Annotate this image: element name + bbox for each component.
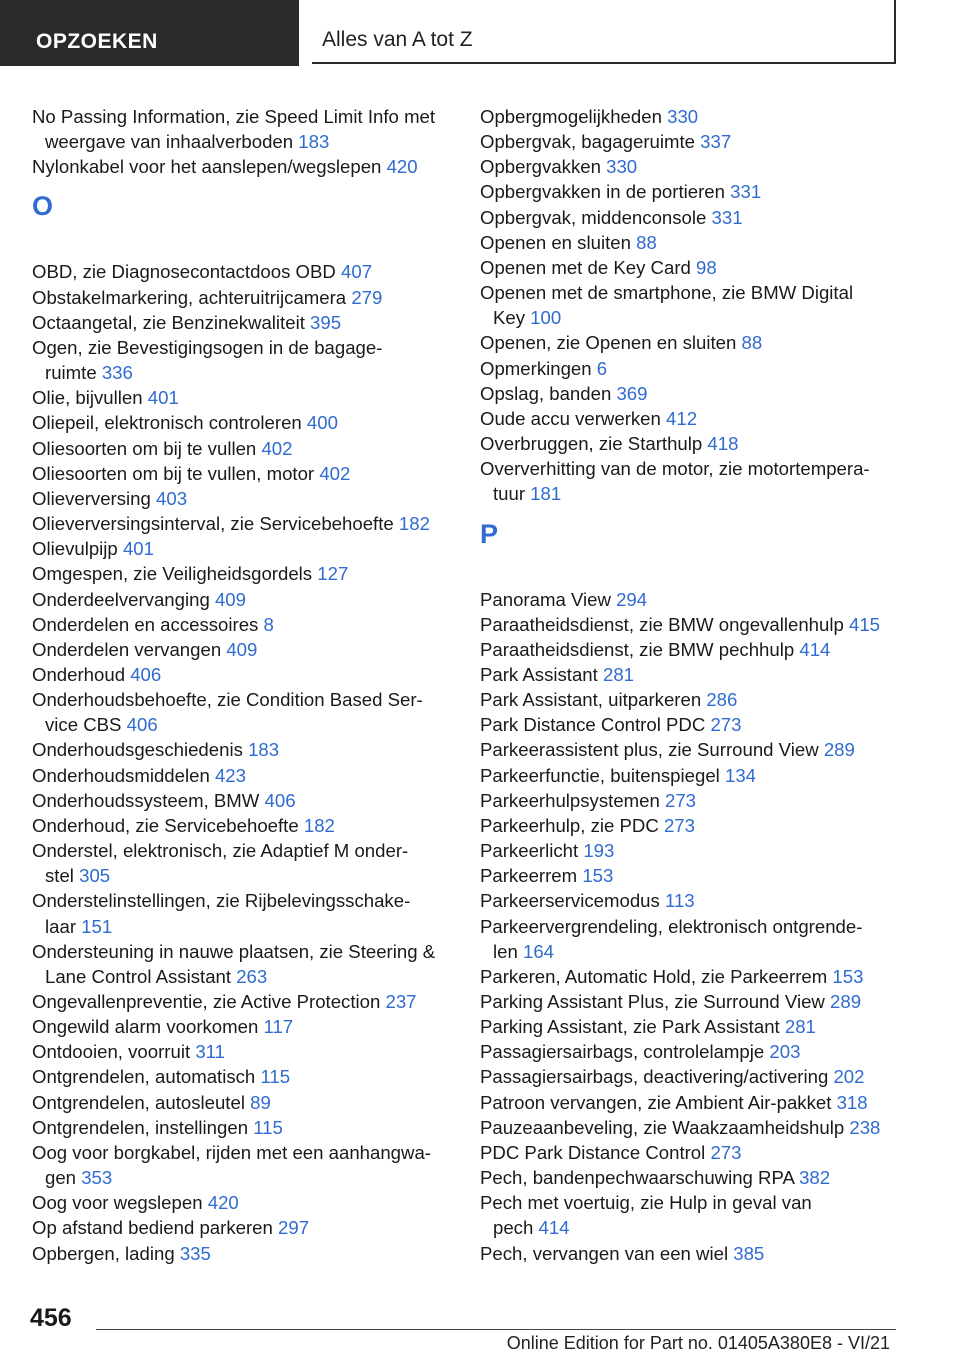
page-link[interactable]: 415 <box>849 613 881 635</box>
page-link[interactable]: 402 <box>319 462 351 484</box>
entry-text: Opbergvakken in de portieren <box>480 181 725 203</box>
index-entry <box>32 1039 462 1064</box>
page-link[interactable]: 263 <box>236 965 268 987</box>
index-entry <box>32 989 462 1014</box>
entry-text: Onderdelen en accessoires <box>32 613 259 635</box>
page-link[interactable]: 401 <box>122 538 154 560</box>
index-entry <box>32 662 462 687</box>
index-entry <box>32 385 462 410</box>
entry-text: Olievulpijp <box>32 538 118 560</box>
entry-text: Parkeren, Automatic Hold, zie Parkeerrem <box>480 965 828 987</box>
page-link[interactable]: 281 <box>602 663 635 685</box>
page-link[interactable]: 406 <box>130 663 162 685</box>
index-entry <box>480 255 920 280</box>
entry-text: Opbergvak, middenconsole <box>480 206 707 228</box>
index-entry <box>32 1064 462 1089</box>
index-entry <box>32 1140 462 1190</box>
page-link[interactable]: 281 <box>784 1016 816 1038</box>
page-link[interactable]: 273 <box>665 789 697 811</box>
index-entry <box>32 939 462 989</box>
page-link[interactable]: 420 <box>207 1192 239 1214</box>
entry-text: Op afstand bediend parkeren <box>32 1217 273 1239</box>
entry-text: stel <box>45 865 74 887</box>
index-entry <box>480 964 920 989</box>
entry-text: Openen met de smartphone, zie BMW Digital <box>480 282 854 304</box>
index-entry <box>480 1165 920 1190</box>
page-link[interactable]: 400 <box>306 412 338 434</box>
entry-text: pech <box>493 1217 534 1239</box>
entry-text: No Passing Information, zie Speed Limit Info met <box>32 106 436 127</box>
index-entry <box>480 1190 920 1240</box>
entry-text: Ondersteuning in nauwe plaatsen, zie Steering & <box>32 940 436 962</box>
page-link[interactable]: 151 <box>81 915 113 937</box>
index-entry <box>480 406 920 431</box>
entry-text: len <box>493 940 518 962</box>
entry-text: Olieverversingsinterval, zie Servicebehoefte <box>32 513 394 535</box>
page-link[interactable]: 113 <box>664 890 695 912</box>
entry-text: PDC Park Distance Control <box>480 1141 706 1163</box>
entry-text: Onderhoudsbehoefte, zie Condition Based Ser- <box>32 689 423 711</box>
index-entry <box>480 456 920 506</box>
page-link[interactable]: 420 <box>386 156 418 178</box>
entry-text: Passagiersairbags, deactivering/activering <box>480 1066 829 1088</box>
index-entry <box>480 737 920 762</box>
entry-text: Key <box>493 307 526 329</box>
entry-text: ruimte <box>45 362 97 384</box>
page-link[interactable]: 88 <box>741 332 763 354</box>
entry-text: Parkeerlicht <box>480 840 579 862</box>
page-link[interactable]: 330 <box>606 156 638 178</box>
index-entry <box>480 230 920 255</box>
index-entry <box>480 154 920 179</box>
page-link[interactable]: 401 <box>147 387 179 409</box>
page-link[interactable]: 406 <box>264 789 296 811</box>
entry-text: Onderhoudsgeschiedenis <box>32 739 243 761</box>
index-entry <box>32 763 462 788</box>
entry-text: Olie, bijvullen <box>32 387 143 409</box>
entry-text: Opbergen, lading <box>32 1242 175 1264</box>
index-entry <box>480 712 920 737</box>
page-link[interactable]: 412 <box>666 407 698 429</box>
entry-text: Oliesoorten om bij te vullen, motor <box>32 462 315 484</box>
page-link[interactable]: 8 <box>263 613 274 635</box>
entry-text: laar <box>45 915 77 937</box>
entry-text: Ontdooien, voorruit <box>32 1041 191 1063</box>
entry-text: Parkeervergrendeling, elektronisch ontgrende- <box>480 915 863 937</box>
page-link[interactable]: 409 <box>214 588 246 610</box>
page-link[interactable]: 331 <box>730 181 762 203</box>
index-entry <box>480 838 920 863</box>
index-entry <box>480 612 920 637</box>
index-entry <box>32 486 462 511</box>
entry-text: Opbergmogelijkheden <box>480 106 662 127</box>
page-link[interactable]: 164 <box>523 940 555 962</box>
index-entry <box>480 587 920 612</box>
index-entry <box>480 330 920 355</box>
entry-text: Opslag, banden <box>480 382 612 404</box>
entry-text: Pech, vervangen van een wiel <box>480 1242 729 1264</box>
index-entry <box>32 1115 462 1140</box>
page-link[interactable]: 395 <box>310 311 342 333</box>
entry-text: Onderhoudssysteem, BMW <box>32 789 260 811</box>
index-column-right <box>480 104 920 1266</box>
page-link[interactable]: 318 <box>836 1091 868 1113</box>
page-link[interactable]: 273 <box>663 814 695 836</box>
entry-text: Parking Assistant, zie Park Assistant <box>480 1016 780 1038</box>
page-link[interactable]: 414 <box>799 638 831 660</box>
index-entry <box>480 1064 920 1089</box>
page-link[interactable]: 183 <box>248 739 280 761</box>
entry-text: Oude accu verwerken <box>480 407 661 429</box>
entry-text: Pech met voertuig, zie Hulp in geval van <box>480 1192 812 1214</box>
index-entry <box>32 838 462 888</box>
page-link[interactable]: 409 <box>226 638 258 660</box>
page-link[interactable]: 297 <box>278 1217 310 1239</box>
index-entry <box>32 1190 462 1215</box>
index-column-left <box>32 104 462 1266</box>
page-link[interactable]: 382 <box>799 1167 831 1189</box>
entry-text: Oliepeil, elektronisch controleren <box>32 412 302 434</box>
footer-divider <box>96 1329 896 1330</box>
entry-text: Opbergvak, bagageruimte <box>480 131 695 153</box>
entry-text: Ongevallenpreventie, zie Active Protection <box>32 991 381 1012</box>
page-header <box>0 0 960 66</box>
index-entry <box>32 436 462 461</box>
entry-text: Parkeerfunctie, buitenspiegel <box>480 764 720 786</box>
index-entry <box>480 1090 920 1115</box>
entry-text: Nylonkabel voor het aanslepen/wegslepen <box>32 156 382 178</box>
page-link[interactable]: 273 <box>710 1141 742 1163</box>
page-link[interactable]: 6 <box>596 357 608 379</box>
index-entry <box>32 788 462 813</box>
entry-text: Openen, zie Openen en sluiten <box>480 332 737 354</box>
entry-text: Openen en sluiten <box>480 231 631 253</box>
index-entry <box>32 285 462 310</box>
entry-text: Pauzeaanbeveling, zie Waakzaamheidshulp <box>480 1116 845 1138</box>
index-entry <box>32 1090 462 1115</box>
index-entry <box>480 129 920 154</box>
index-entry <box>480 763 920 788</box>
index-entry <box>480 788 920 813</box>
entry-text: Oliesoorten om bij te vullen <box>32 437 257 459</box>
entry-text: Onderdeelvervanging <box>32 588 210 610</box>
page-link[interactable]: 289 <box>823 739 855 761</box>
index-letter-heading: P <box>480 518 499 549</box>
index-entry <box>32 1014 462 1039</box>
page-link[interactable]: 238 <box>849 1116 881 1138</box>
index-entry <box>480 637 920 662</box>
section-tab: OPZOEKEN <box>0 0 299 66</box>
index-entry <box>480 914 920 964</box>
page-link[interactable]: 337 <box>700 131 732 153</box>
page-link[interactable]: 193 <box>583 840 615 862</box>
index-entry <box>480 381 920 406</box>
entry-text: vice CBS <box>45 714 122 736</box>
entry-text: Ongewild alarm voorkomen <box>32 1016 259 1038</box>
index-letter-heading: O <box>32 191 54 222</box>
entry-text: Park Assistant <box>480 663 598 685</box>
page-link[interactable]: 289 <box>830 991 862 1012</box>
page-link[interactable]: 273 <box>710 714 742 736</box>
page-number: 456 <box>30 1304 72 1332</box>
edition-info: Online Edition for Part no. 01405A380E8 - VI/21 <box>506 1333 890 1353</box>
entry-text: Onderhoud, zie Servicebehoefte <box>32 814 299 836</box>
page-link[interactable]: 182 <box>303 814 335 836</box>
page-link[interactable]: 335 <box>179 1242 211 1264</box>
index-entry <box>480 179 920 204</box>
page-link[interactable]: 127 <box>317 563 349 585</box>
index-entry <box>32 637 462 662</box>
entry-text: Overbruggen, zie Starthulp <box>480 433 703 455</box>
entry-text: Lane Control Assistant <box>45 965 232 987</box>
index-entry <box>32 737 462 762</box>
entry-text: Panorama View <box>480 588 611 610</box>
entry-text: tuur <box>493 483 526 505</box>
page-link[interactable]: 423 <box>214 764 246 786</box>
page-link[interactable]: 353 <box>81 1167 113 1189</box>
index-entry <box>480 863 920 888</box>
index-entry <box>32 561 462 586</box>
index-entry <box>480 1039 920 1064</box>
entry-text: OBD, zie Diagnosecontactdoos OBD <box>32 261 336 283</box>
page-link[interactable]: 98 <box>696 256 717 278</box>
entry-text: Ogen, zie Bevestigingsogen in de bagage- <box>32 336 383 358</box>
page-link[interactable]: 100 <box>530 307 562 329</box>
index-entry <box>480 356 920 381</box>
entry-text: Oververhitting van de motor, zie motortempera- <box>480 458 870 480</box>
index-entry <box>480 280 920 330</box>
entry-text: Opmerkingen <box>480 357 592 379</box>
page-link[interactable]: 202 <box>833 1066 865 1088</box>
page-link[interactable]: 330 <box>667 106 699 127</box>
page-link[interactable]: 153 <box>832 965 864 987</box>
entry-text: Parkeerrem <box>480 865 578 887</box>
entry-text: Onderstelinstellingen, zie Rijbelevingsschake- <box>32 890 411 912</box>
index-entry <box>32 1215 462 1240</box>
index-entry <box>32 335 462 385</box>
index-entry <box>32 410 462 435</box>
entry-text: Onderdelen vervangen <box>32 638 222 660</box>
page-link[interactable]: 286 <box>706 689 738 711</box>
entry-text: Onderstel, elektronisch, zie Adaptief M onder- <box>32 840 409 862</box>
index-entry <box>32 612 462 637</box>
page-link[interactable]: 369 <box>616 382 648 404</box>
page-link[interactable]: 134 <box>724 764 757 786</box>
index-entry <box>32 104 462 154</box>
entry-text: Park Assistant, uitparkeren <box>480 689 702 711</box>
entry-text: Pech, bandenpechwaarschuwing RPA <box>480 1167 794 1189</box>
index-entry <box>480 1140 920 1165</box>
entry-text: Parkeerhulpsystemen <box>480 789 660 811</box>
index-entry <box>32 687 462 737</box>
index-entry <box>32 1241 462 1266</box>
index-entry <box>32 536 462 561</box>
entry-text: Obstakelmarkering, achteruitrijcamera <box>32 286 347 308</box>
page-link[interactable]: 117 <box>263 1016 294 1038</box>
index-entry <box>480 1014 920 1039</box>
page-link[interactable]: 418 <box>707 433 739 455</box>
index-entry <box>480 662 920 687</box>
chapter-title: Alles van A tot Z <box>312 0 896 64</box>
index-entry <box>32 259 462 284</box>
index-entry <box>480 687 920 712</box>
page-link[interactable]: 115 <box>253 1116 283 1138</box>
index-entry <box>32 587 462 612</box>
entry-text: gen <box>45 1167 77 1189</box>
page-link[interactable]: 153 <box>582 865 614 887</box>
entry-text: Parkeerassistent plus, zie Surround View <box>480 739 819 761</box>
index-entry <box>32 461 462 486</box>
page-link[interactable]: 331 <box>711 206 743 228</box>
page-link[interactable]: 385 <box>733 1242 765 1264</box>
entry-text: Ontgrendelen, autosleutel <box>32 1091 245 1113</box>
page-link[interactable]: 406 <box>126 714 158 736</box>
page-link[interactable]: 402 <box>261 437 293 459</box>
entry-text: Olieverversing <box>32 487 151 509</box>
index-entry <box>32 154 462 179</box>
page-link[interactable]: 294 <box>616 588 648 610</box>
index-entry <box>480 989 920 1014</box>
index-entry <box>32 310 462 335</box>
entry-text: weergave van inhaalverboden <box>45 131 294 153</box>
page-link[interactable]: 89 <box>250 1091 271 1113</box>
page-link[interactable]: 237 <box>385 991 417 1012</box>
page-link[interactable]: 336 <box>101 362 133 384</box>
page-link[interactable]: 279 <box>351 286 383 308</box>
index-entry <box>480 205 920 230</box>
entry-text: Passagiersairbags, controlelampje <box>480 1041 765 1063</box>
entry-text: Park Distance Control PDC <box>480 714 706 736</box>
entry-text: Onderhoud <box>32 663 126 685</box>
index-entry <box>480 431 920 456</box>
page-link[interactable]: 203 <box>769 1041 801 1063</box>
entry-text: Paraatheidsdienst, zie BMW ongevallenhulp <box>480 613 844 635</box>
entry-text: Onderhoudsmiddelen <box>32 764 210 786</box>
index-entry <box>480 1241 920 1266</box>
page-link[interactable]: 182 <box>398 513 430 535</box>
index-entry <box>480 1115 920 1140</box>
page-link[interactable]: 403 <box>156 487 188 509</box>
index-entry <box>32 813 462 838</box>
entry-text: Oog voor borgkabel, rijden met een aanhangwa- <box>32 1141 431 1163</box>
entry-text: Omgespen, zie Veiligheidsgordels <box>32 563 313 585</box>
page-link[interactable]: 88 <box>636 231 657 253</box>
index-entry <box>480 813 920 838</box>
page-link[interactable]: 115 <box>260 1066 291 1088</box>
entry-text: Paraatheidsdienst, zie BMW pechhulp <box>480 638 795 660</box>
page-link[interactable]: 414 <box>538 1217 570 1239</box>
index-entry <box>32 511 462 536</box>
index-entry <box>32 888 462 938</box>
page-link[interactable]: 305 <box>79 865 111 887</box>
entry-text: Ontgrendelen, instellingen <box>32 1116 249 1138</box>
entry-text: Parkeerhulp, zie PDC <box>480 814 659 836</box>
entry-text: Octaangetal, zie Benzinekwaliteit <box>32 311 305 333</box>
entry-text: Patroon vervangen, zie Ambient Air-pakket <box>480 1091 832 1113</box>
entry-text: Opbergvakken <box>480 156 601 178</box>
entry-text: Ontgrendelen, automatisch <box>32 1066 256 1088</box>
entry-text: Parking Assistant Plus, zie Surround View <box>480 991 825 1012</box>
page-link[interactable]: 407 <box>341 261 373 283</box>
entry-text: Parkeerservicemodus <box>480 890 660 912</box>
page-link[interactable]: 181 <box>530 483 562 505</box>
page-link[interactable]: 311 <box>195 1041 225 1063</box>
index-entry <box>480 888 920 913</box>
page-link[interactable]: 183 <box>298 131 330 153</box>
entry-text: Oog voor wegslepen <box>32 1192 203 1214</box>
index-entry <box>480 104 920 129</box>
entry-text: Openen met de Key Card <box>480 256 691 278</box>
